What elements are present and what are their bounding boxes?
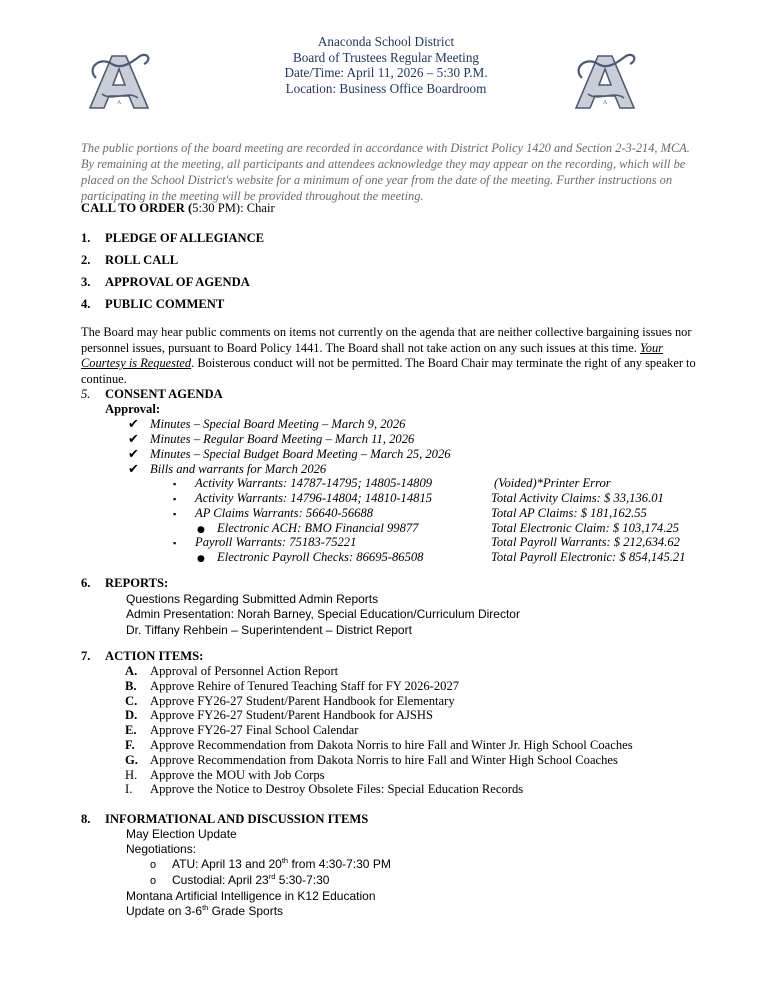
action-text: Approve the Notice to Destroy Obsolete Files: Special Education Records xyxy=(150,782,524,796)
subitem-text: Custodial: April 23 xyxy=(172,873,269,887)
warrant-total: Total Activity Claims: $ 33,136.01 xyxy=(491,491,664,505)
info-item xyxy=(104,889,376,904)
consent-item xyxy=(128,432,414,447)
subitem-text: ATU: April 13 and 20 xyxy=(172,857,282,871)
approval-label: Approval: xyxy=(105,402,161,416)
action-letter: E. xyxy=(125,723,137,737)
action-item xyxy=(125,753,618,768)
square-bullet-icon: ▪ xyxy=(173,494,177,504)
action-letter: H. xyxy=(125,768,138,782)
section-informational xyxy=(81,812,368,827)
action-letter: G. xyxy=(125,753,138,767)
info-item-text: Negotiations: xyxy=(126,842,197,856)
action-item xyxy=(125,723,358,738)
warrant-label: Electronic Payroll Checks: 86695-86508 xyxy=(217,550,424,564)
consent-item xyxy=(128,417,405,432)
public-comment-text xyxy=(81,325,701,387)
section-title: INFORMATIONAL AND DISCUSSION ITEMS xyxy=(105,812,369,826)
report-item-text: Questions Regarding Submitted Admin Reports xyxy=(126,592,379,606)
recording-notice: The public portions of the board meeting are recorded in accordance with District Policy 1420 and Section 2-3-214, MCA. By remaining at the meeting, all participants and attendees acknowledge they may appear on the recording, which will be placed on the School District's website for a minimum of one year from the date of the meeting. Further instructions on participating in the meeting will be provided throughout the meeting. xyxy=(81,141,690,204)
consent-item-text: Minutes – Special Board Meeting – March 9, 2026 xyxy=(150,417,406,431)
info-item-text: Update on 3-6 xyxy=(126,904,203,918)
section-reports xyxy=(81,576,168,591)
warrant-label: Payroll Warrants: 75183-75221 xyxy=(195,535,357,549)
ordinal-suffix: th xyxy=(281,856,289,865)
action-text: Approve FY26-27 Student/Parent Handbook for Elementary xyxy=(150,694,455,708)
report-item-text: Admin Presentation: Norah Barney, Special Education/Curriculum Director xyxy=(126,607,520,621)
consent-item-text: Minutes – Regular Board Meeting – March 11, 2026 xyxy=(150,432,415,446)
report-item xyxy=(104,592,378,607)
action-item xyxy=(125,694,455,709)
consent-item xyxy=(128,447,451,462)
section-number: 5. xyxy=(81,387,91,401)
section-title: PUBLIC COMMENT xyxy=(105,297,225,311)
action-item xyxy=(125,738,633,753)
ordinal-suffix: th xyxy=(202,903,209,912)
meeting-title: Board of Trustees Regular Meeting xyxy=(292,49,480,65)
warrant-row xyxy=(197,550,423,567)
dot-bullet-icon: ● xyxy=(197,525,205,535)
section-title: PLEDGE OF ALLEGIANCE xyxy=(105,231,265,245)
warrant-total: Total Payroll Electronic: $ 854,145.21 xyxy=(491,550,686,564)
meeting-datetime: Date/Time: April 11, 2026 – 5:30 P.M. xyxy=(284,65,488,80)
check-icon: ✔ xyxy=(128,417,139,432)
call-to-order-label: CALL TO ORDER ( xyxy=(81,201,193,215)
courtesy-requested: Your Courtesy is Requested xyxy=(81,340,663,371)
dot-bullet-icon: ● xyxy=(197,554,205,564)
circle-bullet-icon: o xyxy=(150,859,157,871)
district-name: Anaconda School District xyxy=(317,34,455,49)
action-letter: C. xyxy=(125,694,138,708)
square-bullet-icon: ▪ xyxy=(173,538,177,548)
warrant-row xyxy=(173,491,432,507)
action-text: Approve Recommendation from Dakota Norris to hire Fall and Winter High School Coaches xyxy=(150,753,618,767)
report-item xyxy=(104,607,520,622)
report-item-text: Dr. Tiffany Rehbein – Superintendent – District Report xyxy=(126,623,412,637)
warrant-total: Total Electronic Claim: $ 103,174.25 xyxy=(491,521,679,535)
info-item-text: Grade Sports xyxy=(208,904,284,918)
consent-item-text: Bills and warrants for March 2026 xyxy=(150,462,327,476)
action-text: Approve FY26-27 Student/Parent Handbook for AJSHS xyxy=(150,708,433,722)
action-item xyxy=(125,768,325,783)
square-bullet-icon: ▪ xyxy=(173,509,177,519)
square-bullet-icon: ▪ xyxy=(173,479,177,489)
negotiation-subitem xyxy=(150,857,391,873)
warrant-total: Total AP Claims: $ 181,162.55 xyxy=(491,506,647,520)
info-item xyxy=(104,842,196,857)
action-item xyxy=(125,679,459,694)
warrant-label: AP Claims Warrants: 56640-56688 xyxy=(195,506,374,520)
warrant-row xyxy=(173,535,356,551)
section-title: REPORTS: xyxy=(105,576,169,590)
section-number: 7. xyxy=(81,649,91,663)
negotiation-subitem xyxy=(150,873,329,889)
section-approval-agenda xyxy=(81,275,250,290)
call-to-order-time: 5:30 PM): Chair xyxy=(192,201,275,215)
consent-item xyxy=(128,462,326,477)
section-public-comment xyxy=(81,297,224,312)
action-text: Approve Recommendation from Dakota Norris to hire Fall and Winter Jr. High School Coaches xyxy=(150,738,633,752)
section-roll-call xyxy=(81,253,178,268)
warrant-label: Electronic ACH: BMO Financial 99877 xyxy=(217,521,419,535)
section-number: 1. xyxy=(81,231,91,245)
section-number: 8. xyxy=(81,812,91,826)
section-title: ACTION ITEMS: xyxy=(105,649,204,663)
warrant-label: Activity Warrants: 14787-14795; 14805-14809 xyxy=(195,476,433,490)
warrant-row xyxy=(173,506,373,522)
warrant-total: (Voided)*Printer Error xyxy=(494,476,611,490)
action-letter: B. xyxy=(125,679,137,693)
section-number: 4. xyxy=(81,297,91,311)
action-letter: A. xyxy=(125,664,138,678)
public-comment-part1: The Board may hear public comments on items not currently on the agenda that are neither collective bargaining issues nor personnel issues, pursuant to Board Policy 1441. The Board shall not take action on any such issues at this time. xyxy=(81,325,692,355)
info-item xyxy=(104,904,283,919)
action-item xyxy=(125,664,338,679)
meeting-location: Location: Business Office Boardroom xyxy=(285,80,487,96)
info-item xyxy=(104,827,237,842)
section-number: 6. xyxy=(81,576,91,590)
subitem-text: from 4:30-7:30 PM xyxy=(288,857,391,871)
subitem-text: 5:30-7:30 xyxy=(275,873,330,887)
info-item-text: May Election Update xyxy=(126,827,237,841)
section-consent-agenda xyxy=(81,387,223,402)
warrant-total: Total Payroll Warrants: $ 212,634.62 xyxy=(491,535,680,549)
section-title: APPROVAL OF AGENDA xyxy=(105,275,250,289)
circle-bullet-icon: o xyxy=(150,875,157,887)
check-icon: ✔ xyxy=(128,447,139,462)
report-item xyxy=(104,623,412,638)
consent-item-text: Minutes – Special Budget Board Meeting – March 25, 2026 xyxy=(150,447,451,461)
section-number: 2. xyxy=(81,253,91,267)
ordinal-suffix: rd xyxy=(268,872,276,881)
action-item xyxy=(125,708,433,723)
section-number: 3. xyxy=(81,275,91,289)
district-logo-right xyxy=(568,50,640,112)
warrant-row xyxy=(173,476,432,492)
action-letter: D. xyxy=(125,708,138,722)
section-action-items xyxy=(81,649,203,664)
section-title: CONSENT AGENDA xyxy=(105,387,223,401)
action-letter: F. xyxy=(125,738,135,752)
logo-letter: A xyxy=(602,100,608,106)
info-item-text: Montana Artificial Intelligence in K12 Education xyxy=(126,889,376,903)
action-text: Approve the MOU with Job Corps xyxy=(150,768,325,782)
action-text: Approve Rehire of Tenured Teaching Staff for FY 2026-2027 xyxy=(150,679,460,693)
action-letter: I. xyxy=(125,782,133,796)
check-icon: ✔ xyxy=(128,432,139,447)
section-pledge xyxy=(81,231,264,246)
action-text: Approve FY26-27 Final School Calendar xyxy=(150,723,359,737)
warrant-label: Activity Warrants: 14796-14804; 14810-14815 xyxy=(195,491,433,505)
public-comment-part2: . Boisterous conduct will not be permitted. The Board Chair may terminate the right of any speaker to continue. xyxy=(81,356,696,386)
check-icon: ✔ xyxy=(128,462,139,477)
action-text: Approval of Personnel Action Report xyxy=(150,664,339,678)
call-to-order xyxy=(81,201,275,216)
section-title: ROLL CALL xyxy=(105,253,179,267)
action-item xyxy=(125,782,523,797)
district-logo-left xyxy=(82,50,154,112)
logo-letter: A xyxy=(116,100,122,106)
